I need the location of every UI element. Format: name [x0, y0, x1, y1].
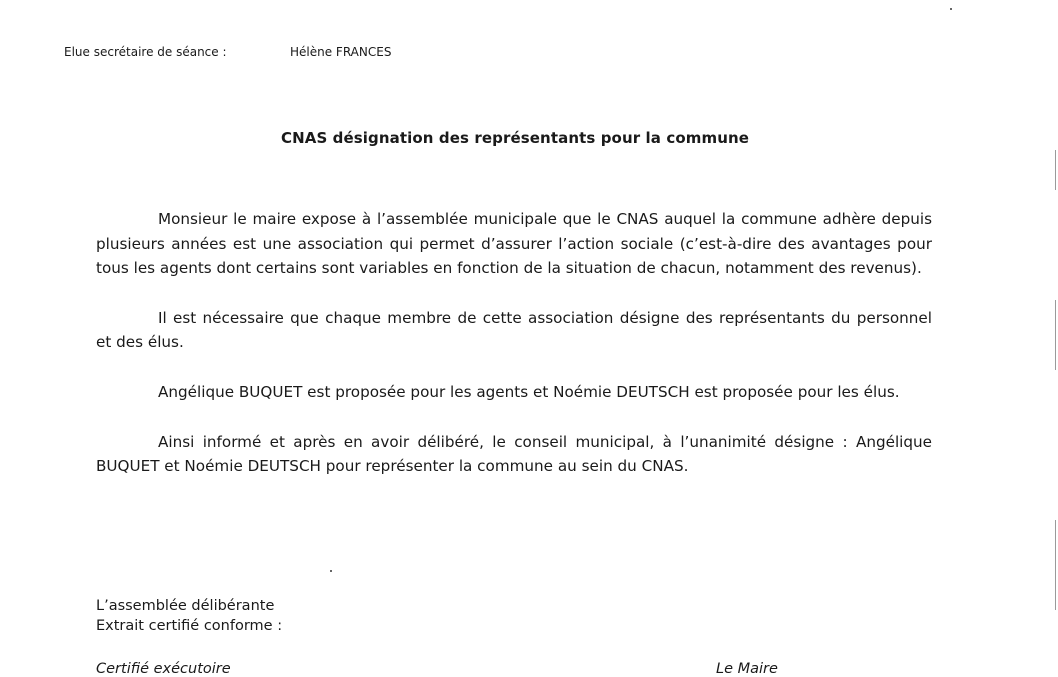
footer-assembly: L’assemblée délibérante — [96, 598, 275, 614]
footer-block — [96, 596, 282, 636]
paragraph-3: Angélique BUQUET est proposée pour les agents et Noémie DEUTSCH est proposée pour les élus. — [158, 382, 900, 401]
scan-speck — [330, 570, 332, 572]
scan-artifact — [1055, 520, 1056, 610]
scan-speck — [950, 8, 952, 10]
secretary-label: Elue secrétaire de séance : — [64, 45, 227, 59]
scan-artifact — [1055, 300, 1056, 370]
paragraph-2: Il est nécessaire que chaque membre de cette association désigne des représentants du personnel et des élus. — [96, 308, 932, 352]
paragraph-1: Monsieur le maire expose à l’assemblée municipale que le CNAS auquel la commune adhère depuis plusieurs années est une association qui permet d’assurer l’action sociale (c’est-à-dire des avantages pour tous les agents dont certains sont variables en fonction de la situation de chacun, notamment des revenus). — [96, 210, 932, 278]
secretary-line — [64, 45, 391, 59]
scan-artifact — [1055, 150, 1056, 190]
paragraph-4: Ainsi informé et après en avoir délibéré, le conseil municipal, à l’unanimité désigne : Angélique BUQUET et Noémie DEUTSCH pour représenter la commune au sein du CNAS. — [96, 432, 932, 476]
footer-mayor: Le Maire — [716, 661, 778, 677]
footer-certified: Certifié exécutoire — [96, 661, 231, 677]
footer-extract: Extrait certifié conforme : — [96, 618, 283, 634]
document-title: CNAS désignation des représentants pour la commune — [280, 129, 750, 147]
secretary-name: Hélène FRANCES — [290, 45, 392, 59]
document-body — [96, 207, 932, 504]
